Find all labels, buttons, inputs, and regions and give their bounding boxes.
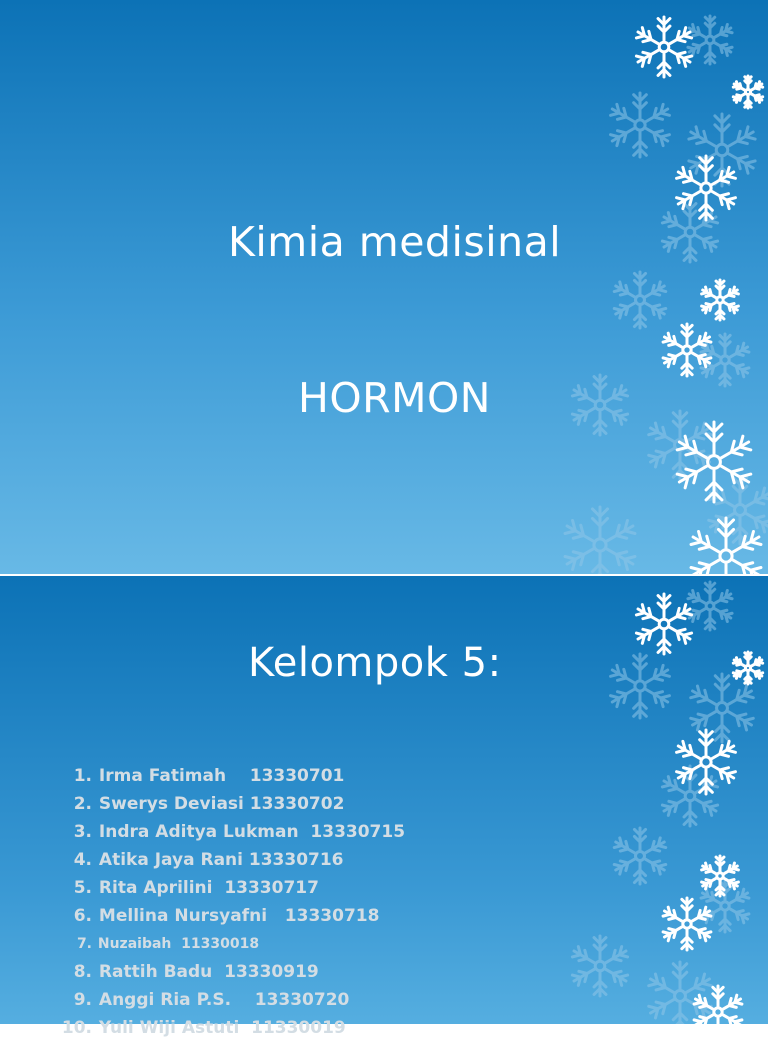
member-list bbox=[56, 764, 405, 1044]
list-item bbox=[56, 932, 405, 960]
item-number: 7. bbox=[76, 936, 92, 952]
snowflake-icon bbox=[702, 856, 739, 896]
snowflake-icon bbox=[636, 17, 691, 77]
snowflake-icon bbox=[701, 334, 749, 386]
list-item bbox=[56, 904, 405, 932]
member-text: Nuzaibah 11330018 bbox=[97, 936, 260, 952]
snowflake-icon bbox=[663, 324, 711, 376]
snowflake-icon bbox=[649, 411, 712, 479]
item-number: 10. bbox=[61, 1018, 92, 1038]
member-text: Rattih Badu 13330919 bbox=[98, 962, 319, 982]
snowflake-icon bbox=[691, 518, 761, 576]
snowflake-icon bbox=[662, 202, 717, 262]
snowflake-icon bbox=[636, 594, 691, 654]
list-item bbox=[56, 960, 405, 988]
list-item bbox=[56, 820, 405, 848]
snowflake-icon bbox=[688, 16, 732, 64]
item-number: 8. bbox=[73, 962, 92, 982]
item-number: 6. bbox=[73, 906, 92, 926]
snowflake-icon bbox=[733, 76, 762, 108]
item-number: 3. bbox=[73, 822, 92, 842]
snowflake-icon bbox=[614, 828, 666, 884]
list-item bbox=[56, 764, 405, 792]
member-text: Swerys Deviasi 13330702 bbox=[98, 794, 345, 814]
snowflake-icon bbox=[689, 114, 755, 186]
snowflake-icon bbox=[677, 730, 736, 794]
member-text: Irma Fatimah 13330701 bbox=[98, 766, 345, 786]
member-text: Mellina Nursyafni 13330718 bbox=[98, 906, 380, 926]
list-item bbox=[56, 1016, 405, 1044]
item-number: 4. bbox=[73, 850, 92, 870]
snowflake-icon bbox=[572, 375, 627, 435]
snowflake-icon bbox=[709, 476, 768, 544]
member-text: Atika Jaya Rani 13330716 bbox=[98, 850, 344, 870]
item-number: 5. bbox=[73, 878, 92, 898]
list-item bbox=[56, 792, 405, 820]
snowflake-icon bbox=[663, 898, 711, 950]
member-text: Indra Aditya Lukman 13330715 bbox=[98, 822, 406, 842]
snowflake-icon bbox=[611, 654, 670, 718]
snowflake-icon bbox=[688, 582, 732, 630]
member-text: Rita Aprilini 13330717 bbox=[98, 878, 319, 898]
member-text: Yuli Wiji Astuti 11330019 bbox=[98, 1018, 346, 1038]
snowflake-icon bbox=[733, 652, 762, 684]
snowflake-icon bbox=[691, 674, 754, 742]
list-item bbox=[56, 988, 405, 1016]
item-number: 1. bbox=[73, 766, 92, 786]
snowflake-icon bbox=[649, 962, 712, 1024]
snowflake-icon bbox=[677, 156, 736, 220]
snowflake-icon bbox=[611, 93, 670, 157]
snowflake-icon bbox=[662, 766, 717, 826]
snowflake-icon bbox=[694, 986, 742, 1024]
slide-title-text: Kimia medisinal bbox=[228, 218, 562, 266]
item-number: 2. bbox=[73, 794, 92, 814]
snowflake-icon bbox=[701, 880, 749, 932]
snowflake-icon bbox=[572, 936, 627, 996]
group-heading: Kelompok 5: bbox=[248, 640, 502, 686]
snowflake-icon bbox=[565, 507, 635, 576]
snowflake-icon bbox=[614, 272, 666, 328]
slide-subtitle-text: HORMON bbox=[298, 374, 491, 422]
member-text: Anggi Ria P.S. 13330720 bbox=[98, 990, 350, 1010]
list-item bbox=[56, 876, 405, 904]
snowflake-icon bbox=[677, 422, 751, 502]
list-item bbox=[56, 848, 405, 876]
snowflake-icon bbox=[702, 280, 739, 320]
item-number: 9. bbox=[73, 990, 92, 1010]
